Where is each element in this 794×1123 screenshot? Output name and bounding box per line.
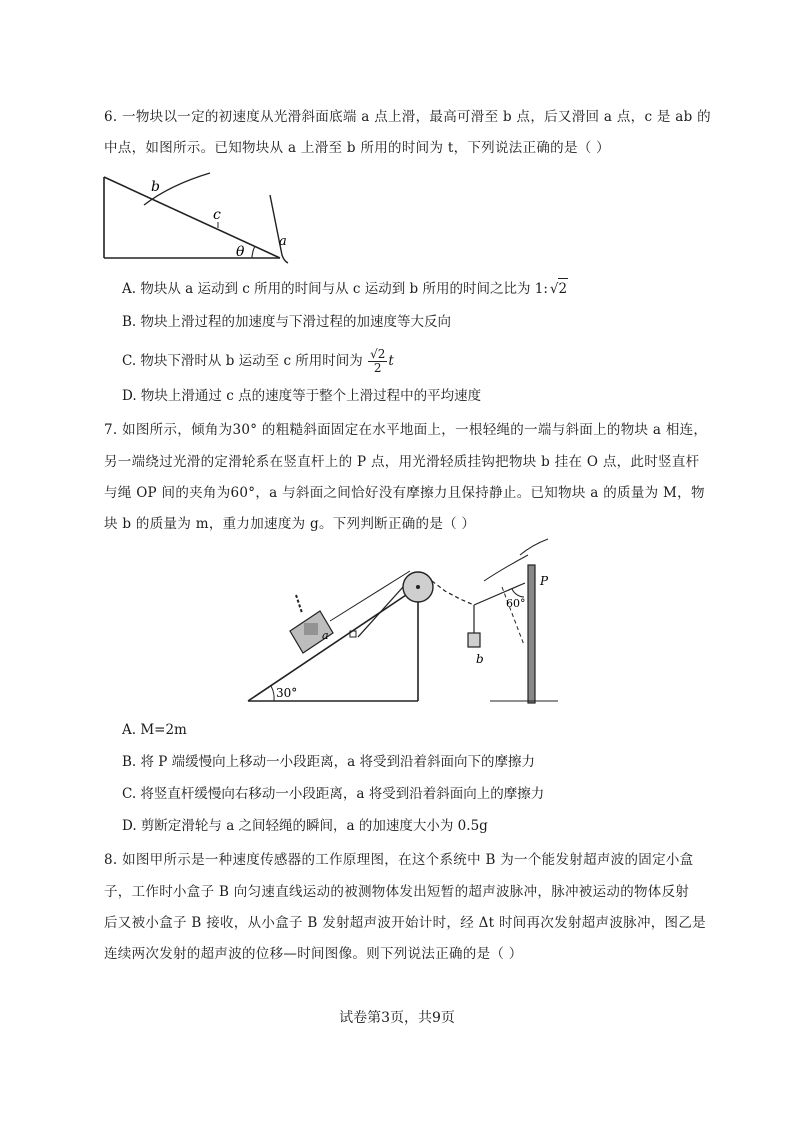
q7-stem-line2: 另一端绕过光滑的定滑轮系在竖直杆上的 P 点，用光滑轻质挂钩把物块 b 挂在 O 点，此时竖直杆 — [104, 454, 700, 470]
q7-option-a[interactable]: A. M=2m — [122, 722, 187, 738]
q6-stem-line1: 6. 一物块以一定的初速度从光滑斜面底端 a 点上滑，最高可滑至 b 点，后又滑回 a 点，c 是 ab 的 — [104, 109, 711, 125]
page-footer: 试卷第3页，共9页 — [339, 1010, 455, 1026]
q6-label-theta: θ — [236, 244, 245, 260]
q6-option-d[interactable]: D. 物块上滑通过 c 点的速度等于整个上滑过程中的平均速度 — [122, 388, 482, 404]
q7-option-d[interactable]: D. 剪断定滑轮与 a 之间轻绳的瞬间，a 的加速度大小为 0.5g — [122, 818, 488, 834]
q6-incline-diagram — [100, 165, 300, 265]
q7-stem-line1: 7. 如图所示，倾角为30° 的粗糙斜面固定在水平地面上，一根轻绳的一端与斜面上的物块 a 相连， — [104, 422, 708, 438]
q7-option-b[interactable]: B. 将 P 端缓慢向上移动一小段距离，a 将受到沿着斜面向下的摩擦力 — [122, 754, 536, 770]
q7-label-b: b — [476, 652, 484, 666]
q7-label-P: P — [540, 574, 549, 588]
q6-wall-curve — [270, 195, 288, 263]
q7-label-60: 60° — [506, 597, 526, 610]
q8-stem-line2: 子，工作时小盒子 B 向匀速直线运动的被测物体发出短暂的超声波脉冲，脉冲被运动的物体反射 — [104, 884, 690, 900]
q7-label-a: a — [322, 629, 329, 642]
q6-slope — [104, 177, 280, 258]
q6-label-a: a — [279, 234, 287, 249]
q6-label-c: c — [213, 207, 221, 223]
q7-stem-line4: 块 b 的质量为 m，重力加速度为 g。下列判断正确的是（ ） — [104, 516, 476, 532]
q7-incline-pulley-diagram — [240, 535, 560, 710]
q6-optc-fraction: $\frac{√2}{2}$ — [370, 347, 386, 375]
q8-stem-line3: 后又被小盒子 B 接收，从小盒子 B 发射超声波开始计时，经 Δt 时间再次发射超声波脉冲，图乙是 — [104, 915, 706, 931]
q6-option-a[interactable]: A. 物块从 a 运动到 c 所用的时间与从 c 运动到 b 所用的时间之比为 1: √2 — [122, 278, 568, 299]
q6-angle-arc — [252, 246, 255, 258]
q7-vertical-rod — [528, 565, 535, 703]
q6-stem-line2: 中点，如图所示。已知物块从 a 上滑至 b 所用的时间为 t，下列说法正确的是（ ） — [104, 140, 610, 156]
q6-label-b: b — [151, 179, 160, 195]
q7-option-c[interactable]: C. 将竖直杆缓慢向右移动一小段距离，a 将受到沿着斜面向上的摩擦力 — [122, 786, 545, 802]
q6-option-c[interactable]: C. 物块下滑时从 b 运动至 c 所用时间为 $\frac{√2}{2}$ t — [122, 347, 394, 375]
q7-stem-line3: 与绳 OP 间的夹角为60°，a 与斜面之间恰好没有摩擦力且保持静止。已知物块 a 的质量为 M，物 — [104, 485, 705, 501]
q7-label-30: 30° — [276, 686, 298, 700]
q6-option-b[interactable]: B. 物块上滑过程的加速度与下滑过程的加速度等大反向 — [122, 314, 452, 330]
q8-stem-line4: 连续两次发射的超声波的位移—时间图像。则下列说法正确的是（ ） — [104, 946, 523, 962]
q7-block-b — [468, 633, 480, 647]
q8-stem-line1: 8. 如图甲所示是一种速度传感器的工作原理图，在这个系统中 B 为一个能发射超声波的固定小盒 — [104, 852, 694, 868]
